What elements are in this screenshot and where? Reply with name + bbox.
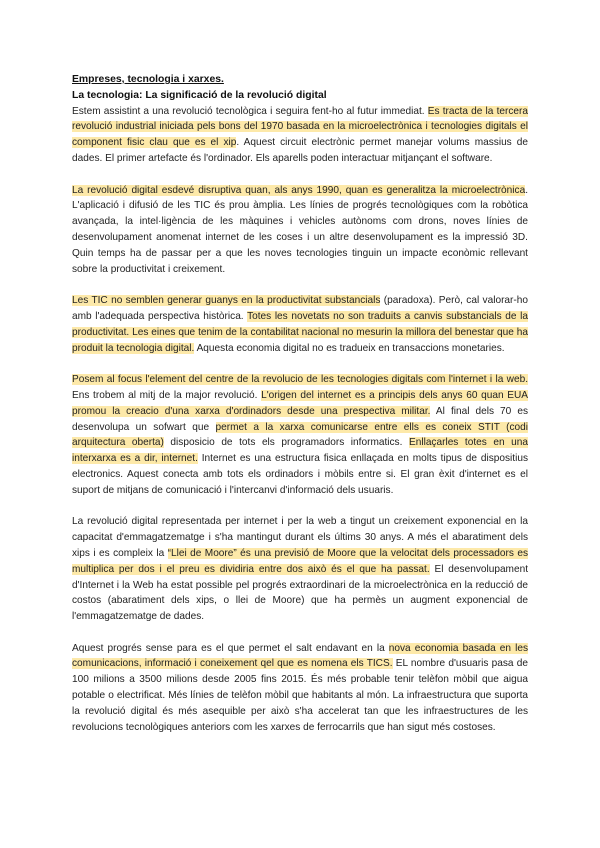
highlighted-text: Totes les novetats no son traduits a canvis substancials de la productivitat. Les eines que tenim de la contabilitat nacional no mesurin la millora del benestar que ha produit la tecnologia digital. — [72, 310, 528, 354]
highlighted-text: Les TIC no semblen generar guanys en la productivitat substancials — [72, 295, 381, 307]
paragraph-text: Internet es una estructura fisica enllaçada en molts tipus de dispositius electronics. Aquest conecta amb tots els ordinadors i mòbils entre si. El gran èxit d'internet es el suport de mitjans de comunicació i l'intercanvi d'informació dels usuaris. — [72, 453, 529, 496]
paragraph — [72, 372, 528, 498]
paragraph — [72, 183, 528, 278]
paragraph-text: . Aquest circuit electrònic permet manejar volums massius de dades. El primer artefacte és l'ordinador. Els aparells poden interactuar mitjançant el software. — [72, 137, 528, 164]
highlighted-text: La revolució digital esdevé disruptiva quan, als anys 1990, quan es generalitza la microelectrònica — [72, 184, 526, 196]
paragraph-text: (paradoxa). Però, cal valorar-ho amb l'adequada perspectiva històrica. — [72, 295, 528, 322]
paragraph — [72, 514, 528, 625]
highlighted-text: nova economia basada en les comunicacions, informació i coneixement qel que es nomena els TICS. — [72, 642, 528, 670]
paragraph-text: Al final dels 70 es desenvolupa un sofwart que — [72, 405, 528, 433]
paragraph-text: disposicio de tots els programadors informatics. — [163, 437, 409, 449]
section-heading: La tecnologia: La significació de la revolució digital — [72, 89, 327, 101]
paragraph-text: EL nombre d'usuaris pasa de 100 milions a 3500 milions desde 2005 fins 2015. És més probable tenir telèfon mòbil que aigua potable o electrificat. Més línies de telèfon mòbil que habitants al món. La infraestructura que suporta la revolució digital és més asequible per això s'ha accelerat tan que les infraestructures de les revolucions tecnològiques anteriors com les xarxes de ferrocarrils que han sigut més costoses. — [72, 658, 528, 733]
paragraph-text: El desenvolupament d'Internet i la Web ha estat possible pel progrés extraordinari de la microelectrònica en la reducció de costos (abaratiment dels xips, o llei de Moore) que ha permès un augment exponencial de l'emmagatzematge de dades. — [72, 563, 528, 623]
highlighted-text: Posem al focus l'element del centre de la revolucio de les tecnologies digitals com l'internet i la web. — [72, 374, 528, 386]
highlighted-text: Es tracta de la tercera revolució industrial iniciada pels bons del 1970 basada en la microelectrònica i tecnologies digitals el component fisic clau que es el xip — [72, 105, 528, 149]
paragraph-text: . L'aplicació i difusió de les TIC és prou àmplia. Les línies de progrés tecnològiques com la robòtica avançada, la intel·ligència de les màquines i vehicles autònoms com drons, noves línies de desenvolupament anomenat internet de les coses i un altre desenvolupament es la impressió 3D. Quin temps ha de passar per a que les noves tecnologies tinguin un impacte econòmic rellevant sobre la productivitat i creixement. — [72, 184, 528, 275]
paragraph-text: Aquest progrés sense para es el que permet el salt endavant en la — [72, 642, 389, 654]
paragraph — [72, 293, 528, 356]
paragraph-text: Estem assistint a una revolució tecnològica i seguira fent-ho al futur immediat. — [72, 105, 428, 117]
paragraph-text: La revolució digital representada per internet i per la web a tingut un creixement exponencial en la capacitat d'emmagatzematge i s'ha mantingut durant els últims 30 anys. A més el abaratiment dels xips i es compleix la — [72, 516, 528, 559]
highlighted-text: “Llei de Moore” és una previsió de Moore que la velocitat dels processadors es multiplica per dos i el preu es dividiria entre dos això és el que ha passat. — [72, 547, 528, 575]
document-body — [72, 72, 528, 751]
highlighted-text: permet a la xarxa comunicarse entre ells es coneix STIT (codi arquitectura oberta) — [72, 421, 528, 449]
highlighted-text: L'origen del internet es a principis dels anys 60 quan EUA promou la creacio d'una xarxa d'ordinadors desde una prespectiva militar. — [72, 389, 528, 417]
highlighted-text: Enllaçarles totes en una interxarxa es a dir, internet. — [72, 437, 529, 465]
document-title: Empreses, tecnologia i xarxes. — [72, 74, 224, 85]
paragraph — [72, 641, 528, 736]
paragraph-text: Aquesta economia digital no es tradueix en transaccions monetaries. — [194, 342, 505, 354]
paragraph-list — [72, 104, 528, 736]
paragraph — [72, 104, 528, 167]
paragraph-text: Ens trobem al mitj de la major revolució. — [72, 389, 262, 401]
